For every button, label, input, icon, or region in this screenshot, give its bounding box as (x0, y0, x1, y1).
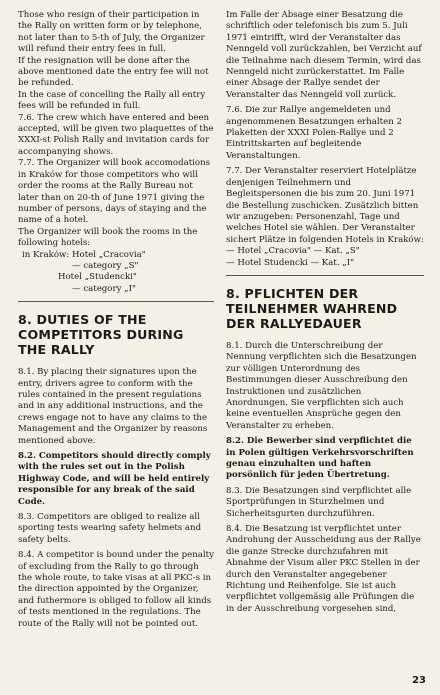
abschnitt-7-7: 7.7. Der Veranstalter reserviert Hotelplätze denjenigen Teilnehmern und Begleitspersonen die bis zum 20. Juni 1971 die Bestellung zuschicken. Zusätzlich bitten wir anzugeben: Personenzahl, Tage und welches Hotel sie wählen. Der Veranstalter sichert Plätze in folgenden Hotels in Kraków: (226, 166, 424, 245)
page-number: 23 (412, 675, 426, 686)
hotel-studencki-category: — category „I" (72, 283, 136, 294)
section-divider (18, 301, 214, 302)
section-8-2: 8.2. Competitors should directly comply with the rules set out in the Polish Highway Code, and will be held entirely responsible for any break of the said Code. (18, 451, 211, 507)
abschnitt-8-heading: 8. PFLICHTEN DER TEILNEHMER WAHREND DER RALLYEDAUER (226, 285, 398, 331)
hotel-studencki: Hotel „Studencki" (58, 272, 137, 283)
hotel-cracovia: in Kraków: Hotel „Cracovia" (22, 249, 146, 260)
cancellation-paragraph: In the case of concelling the Rally all entry fees will be refunded in full. (18, 89, 206, 112)
section-divider-de (226, 275, 424, 276)
absage-paragraph: Im Falle der Absage einer Besatzung die schriftlich oder telefonisch bis zum 5. Juli 1971 eintrifft, wird der Veranstalter das Nenngeld voll zurückzahlen, bei Verzicht auf die Teilnahme nach diesem Termin, wird das Nenngeld nicht zurückerstattet. Im Falle einer Absage der Rallye sendet der Veranstalter das Nenngeld voll zurück. (226, 10, 422, 100)
english-column (18, 10, 214, 630)
resignation-paragraph-1: Those who resign of their participation in the Rally on written form or by telephone, not later than to 5-th of July, the Organizer will refund their entry fees in full. (18, 10, 205, 55)
section-8-3: 8.3. Competitors are obliged to realize all sporting tests wearing safety helmets and safety belts. (18, 512, 202, 545)
section-7-7-hotels: The Organizer will book the rooms in the following hotels: (18, 226, 198, 249)
section-8-4: 8.4. A competitor is bound under the penalty of excluding from the Rally to go through the whole route, to take visas at all PKC-s in the direction appointed by the Organizer, and futhermore is obliged to follow all kinds of tests mentioned in the regulations. The route of the Rally will not be pointed out. (18, 550, 214, 629)
abschnitt-7-6: 7.6. Die zur Rallye angemeldeten und angenommenen Besatzungen erhalten 2 Plaketten der XXXI Polen-Rallye und 2 Eintrittskarten auf begleitende Veranstaltungen. (226, 105, 402, 161)
hotel-cracovia-de: — Hotel „Cracovia" — Kat. „S" (226, 246, 360, 257)
section-8-heading: 8. DUTIES OF THE COMPETITORS DURING THE RALLY (18, 312, 184, 358)
section-7-6: 7.6. The crew which have entered and been accepted, will be given two plaquettes of the XXXI-st Polish Rally and invitation cards for accompanying shows. (18, 112, 214, 157)
hotel-studencki-de: — Hotel Studencki — Kat. „I" (226, 257, 355, 268)
resignation-paragraph-2: If the resignation will be done after the above mentioned date the entry fee will not be refunded. (18, 55, 209, 89)
abschnitt-8-3: 8.3. Die Besatzungen sind verpflichtet alle Sportprüfungen in Sturzhelmen und Sicherheitsgurten durchzuführen. (226, 485, 412, 519)
section-8-1: 8.1. By placing their signatures upon the entry, drivers agree to conform with the rules contained in the present regulations and in any additional instructions, and the crews engage not to have any claims to the Management and the Organizer by reasons mentioned above. (18, 367, 208, 446)
abschnitt-8-1: 8.1. Durch die Unterschreibung der Nennung verpflichten sich die Besatzungen zur völligen Unterordnung des Bestimmungen dieser Ausschreibung den Instruktionen und zusätzlichen Anordnungen. Sie verpflichten sich auch keine eventuellen Ansprüche gegen den Veranstalter zu erheben. (226, 340, 417, 431)
hotel-cracovia-category: — category „S" (72, 260, 139, 271)
abschnitt-8-2: 8.2. Die Bewerber sind verpflichtet die in Polen gültigen Verkehrsvorschriften genau einzuhalten und haften porsönlich für jeden Übertretung. (226, 436, 414, 481)
section-7-7: 7.7. The Organizer will book accomodations in Kraków for those competitors who will order the rooms at the Rally Bureau not later than on 20-th of June 1971 giving the number of persons, days of staying and the name of a hotel. (18, 158, 211, 226)
abschnitt-8-4: 8.4. Die Besatzung ist verpflichtet unter Androhung der Ausscheidung aus der Rallye die ganze Strecke durchzufahren mit Abnahme der Visum aller PKC Stellen in der durch den Veranstalter angegebener Richtung und Reihenfolge. Sie ist auch verpflichtet vollgemäsig alle Prüfungen die in der Ausschreibung vorgesehen sind, (226, 524, 421, 614)
german-column (226, 10, 424, 615)
